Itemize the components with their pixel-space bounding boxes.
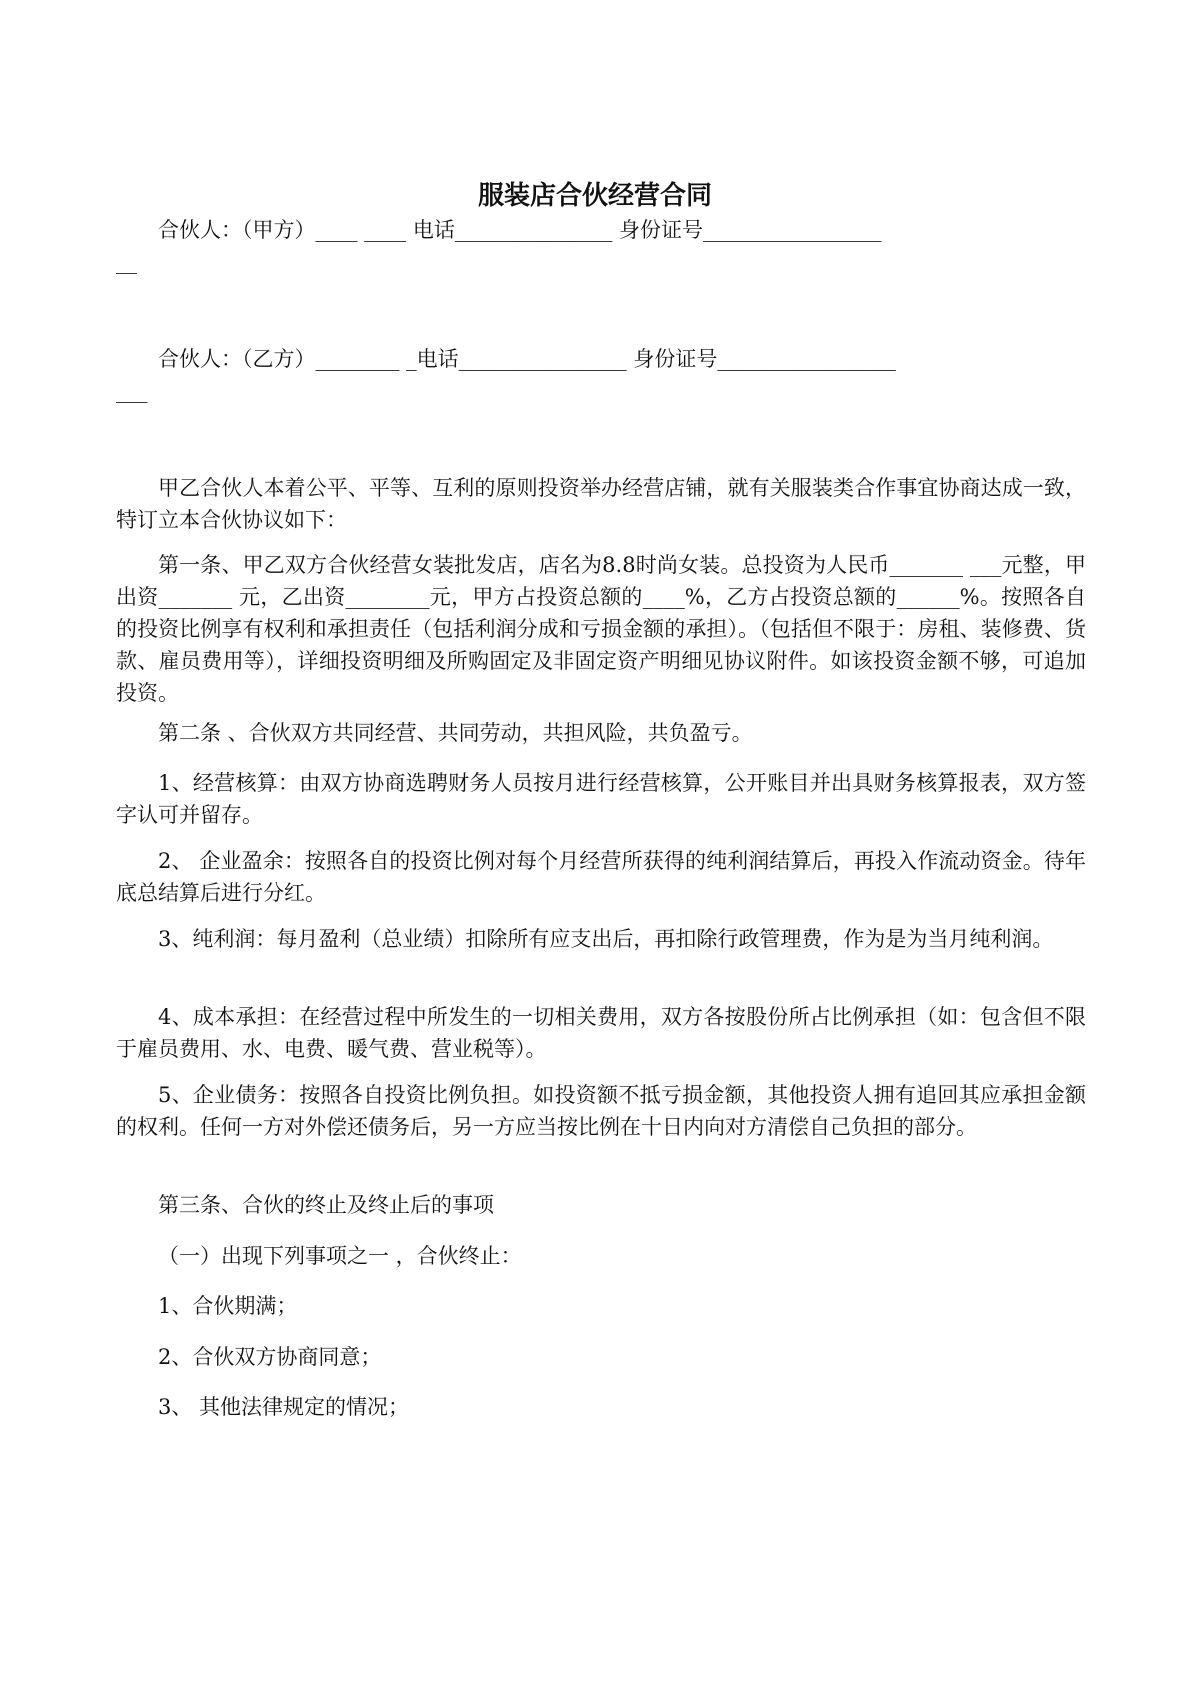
termination-item-2: 2、合伙双方协商同意； <box>158 1345 382 1369</box>
clause-surplus: 2、 企业盈余：按照各自的投资比例对每个月经营所获得的纯利润结算后，再投入作流动资金。待年底总结算后进行分红。 <box>116 849 1086 905</box>
article-2-paragraph: 第二条 、合伙双方共同经营、共同劳动，共担风险，共负盈亏。 <box>158 721 753 745</box>
preamble-paragraph: 甲乙合伙人本着公平、平等、互利的原则投资举办经营店铺，就有关服装类合作事宜协商达成一致，特订立本合伙协议如下： <box>116 476 1086 532</box>
clause-accounting: 1、经营核算：由双方协商选聘财务人员按月进行经营核算，公开账目并出具财务核算报表，双方签字认可并留存。 <box>116 771 1086 827</box>
party-b-line-continuation: ___ <box>116 379 148 403</box>
article-3-heading: 第三条、合伙的终止及终止后的事项 <box>158 1193 494 1217</box>
clause-net-profit: 3、纯利润：每月盈利（总业绩）扣除所有应支出后，再扣除行政管理费，作为是为当月纯利润。 <box>158 927 1054 951</box>
party-a-line-continuation: __ <box>116 250 137 274</box>
party-a-line: 合伙人：（甲方）____ ____ 电话_______________ 身份证号_________________ <box>158 218 882 242</box>
termination-item-3: 3、 其他法律规定的情况； <box>158 1395 410 1419</box>
clause-cost: 4、成本承担：在经营过程中所发生的一切相关费用，双方各按股份所占比例承担（如：包含但不限于雇员费用、水、电费、暖气费、营业税等）。 <box>116 1005 1086 1061</box>
termination-item-1: 1、合伙期满； <box>158 1294 298 1318</box>
document-title: 服装店合伙经营合同 <box>477 181 712 211</box>
article-1-paragraph: 第一条、甲乙双方合伙经营女装批发店，店名为8.8时尚女装。总投资为人民币_______ ___元整，甲出资_______ 元，乙出资________元，甲方占投资总额的____%，乙方占投资总额的______%。按照各自的投资比例享有权利和承担责任（包括利润分成和亏损金额的承担）。（包括但不限于：房租、装修费、货款、雇员费用等），详细投资明细及所购固定及非固定资产明细见协议附件。如该投资金额不够，可追加投资。 <box>116 553 1086 705</box>
party-b-line: 合伙人：（乙方）________ _电话________________ 身份证号_________________ <box>158 347 896 371</box>
clause-debt: 5、企业债务：按照各自投资比例负担。如投资额不抵亏损金额，其他投资人拥有追回其应承担金额的权利。任何一方对外偿还债务后，另一方应当按比例在十日内向对方清偿自己负担的部分。 <box>116 1083 1086 1139</box>
termination-intro: （一）出现下列事项之一 ，合伙终止： <box>158 1244 522 1268</box>
